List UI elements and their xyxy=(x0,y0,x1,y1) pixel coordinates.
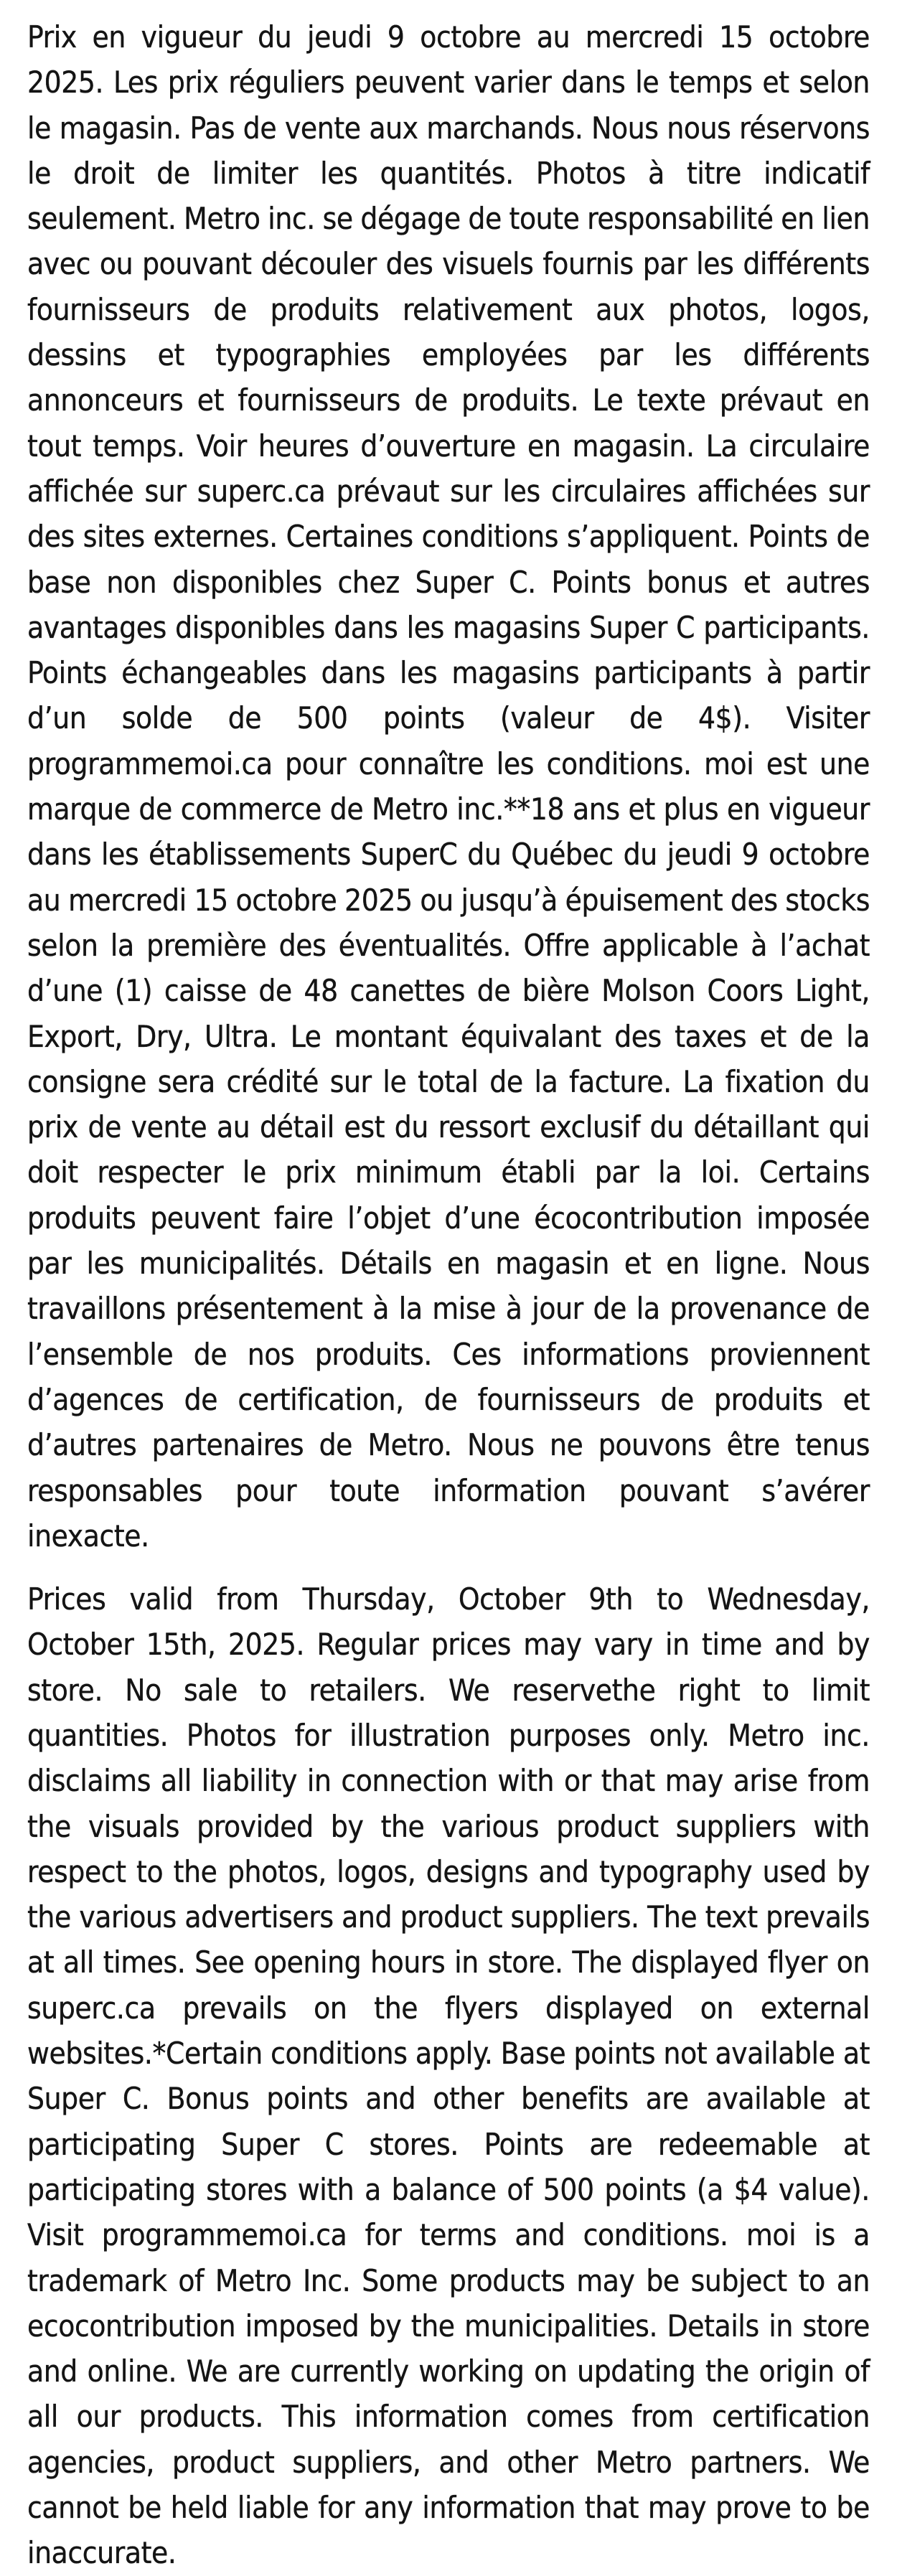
disclaimer-english-paragraph: Prices valid from Thursday, October 9th to Wednesday, October 15th, 2025. Regular prices may vary in time and by store. No sale to retailers. We reservethe right to limit quantities. Photos for illustration purposes only. Metro inc. disclaims all liability in connection with or that may arise from the visuals provided by the various product suppliers with respect to the photos, logos, designs and typography used by the various advertisers and product suppliers. The text prevails at all times. See opening hours in store. The displayed flyer on superc.ca prevails on the flyers displayed on external websites.*Certain conditions apply. Base points not available at Super C. Bonus points and other benefits are available at participating Super C stores. Points are redeemable at participating stores with a balance of 500 points (a $4 value). Visit programmemoi.ca for terms and conditions. moi is a trademark of Metro Inc. Some products may be subject to an ecocontribution imposed by the municipalities. Details in store and online. We are currently working on updating the origin of all our products. This information comes from certification agencies, product suppliers, and other Metro partners. We cannot be held liable for any information that may prove to be inaccurate. xyxy=(27,1581,870,2571)
disclaimer-french-paragraph: Prix en vigueur du jeudi 9 octobre au mercredi 15 octobre 2025. Les prix réguliers peuvent varier dans le temps et selon le magasin. Pas de vente aux marchands. Nous nous réservons le droit de limiter les quantités. Photos à titre indicatif seulement. Metro inc. se dégage de toute responsabilité en lien avec ou pouvant découler des visuels fournis par les différents fournisseurs de produits relativement aux photos, logos, dessins et typographies employées par les différents annonceurs et fournisseurs de produits. Le texte prévaut en tout temps. Voir heures d’ouverture en magasin. La circulaire affichée sur superc.ca prévaut sur les circulaires affichées sur des sites externes. Certaines conditions s’appliquent. Points de base non disponibles chez Super C. Points bonus et autres avantages disponibles dans les magasins Super C participants. Points échangeables dans les magasins participants à partir d’un solde de 500 points (valeur de 4$). Visiter programmemoi.ca pour connaître les conditions. moi est une marque de commerce de Metro inc.**18 ans et plus en vigueur dans les établissements SuperC du Québec du jeudi 9 octobre au mercredi 15 octobre 2025 ou jusqu’à épuisement des stocks selon la première des éventualités. Offre applicable à l’achat d’une (1) caisse de 48 canettes de bière Molson Coors Light, Export, Dry, Ultra. Le montant équivalant des taxes et de la consigne sera crédité sur le total de la facture. La fixation du prix de vente au détail est du ressort exclusif du détaillant qui doit respecter le prix minimum établi par la loi. Certains produits peuvent faire l’objet d’une écocontribution imposée par les municipalités. Détails en magasin et en ligne. Nous travaillons présentement à la mise à jour de la provenance de l’ensemble de nos produits. Ces informations proviennent d’agences de certification, de fournisseurs de produits et d’autres partenaires de Metro. Nous ne pouvons être tenus responsables pour toute information pouvant s’avérer inexacte. xyxy=(27,19,870,1553)
